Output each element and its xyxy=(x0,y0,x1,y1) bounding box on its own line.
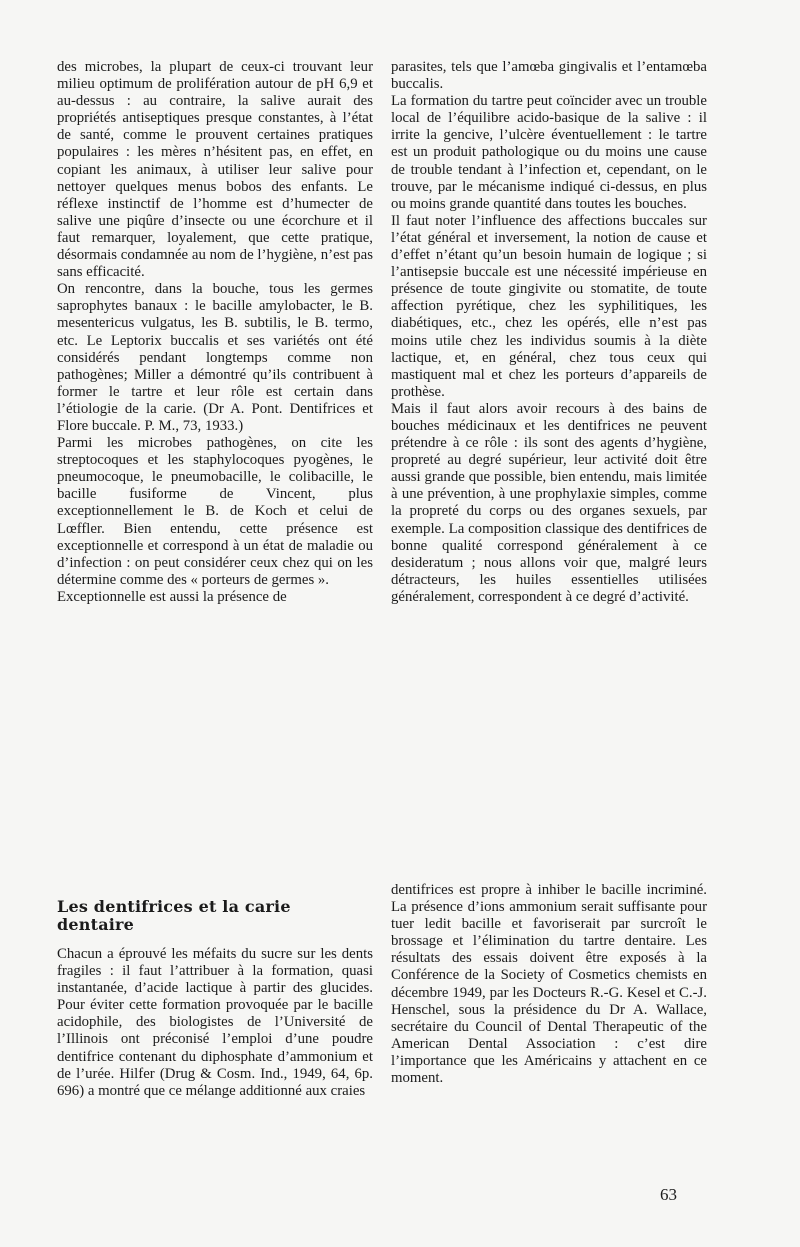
text-column-bottom-right xyxy=(391,882,707,1087)
paragraph: Chacun a éprouvé les méfaits du sucre sur les dents fragiles : il faut l’attribuer à la formation, quasi instantanée, d’acide lactique à partir des glucides. Pour éviter cette formation provoquée par le bacille acidophile, des biologistes de l’Université de l’Illinois ont préconisé l’emploi d’une poudre dentifrice contenant du diphosphate d’ammonium et de l’urée. Hilfer (Drug & Cosm. Ind., 1949, 64, 6p. 696) a montré que ce mélange additionné aux craies xyxy=(57,946,373,1099)
paragraph: Parmi les microbes pathogènes, on cite les streptocoques et les staphylocoques pyogènes, le pneumocoque, le pneumobacille, le colibacille, le bacille fusiforme de Vincent, plus exceptionnellement le B. de Koch et celui de Lœffler. Bien entendu, cette présence est exceptionnelle et correspond à un état de maladie ou d’infection : on peut considérer ceux chez qui on les détermine comme des « porteurs de germes ». xyxy=(57,435,373,588)
paragraph: On rencontre, dans la bouche, tous les germes saprophytes banaux : le bacille amylobacter, le B. mesentericus vulgatus, les B. subtilis, le B. termo, etc. Le Leptorix buccalis et ses variétés ont été considérés pendant longtemps comme non pathogènes; Miller a démontré qu’ils contribuent à former le tartre et leur rôle est certain dans l’étiologie de la carie. (Dr A. Pont. Dentifrices et Flore buccale. P. M., 73, 1933.) xyxy=(57,281,373,434)
text-column-bottom-left xyxy=(57,898,373,1100)
paragraph: dentifrices est propre à inhiber le bacille incriminé. La présence d’ions ammonium serait suffisante pour tuer ledit bacille et favoriserait par surcroît le brossage et l’élimination du tartre dentaire. Les résultats des essais doivent être exposés à la Conférence de la Society of Cosmetics chemists en décembre 1949, par les Docteurs R.-G. Kesel et C.-J. Henschel, sous la présidence du Dr A. Wallace, secrétaire du Council of Dental Therapeutic of the American Dental Association : c’est dire l’importance que les Américains y attachent en ce moment. xyxy=(391,882,707,1087)
page-number: 63 xyxy=(660,1185,677,1204)
paragraph: Exceptionnelle est aussi la présence de xyxy=(57,588,287,605)
paragraph: La formation du tartre peut coïncider avec un trouble local de l’équilibre acido-basique de la salive : il irrite la gencive, l’ulcère éventuellement : le tartre est un produit pathologique ou du moins une cause de trouble tendant à l’infection et, cependant, on le trouve, par le mécanisme indiqué ci-dessus, en plus ou moins grande quantité dans toutes les bouches. xyxy=(391,93,707,212)
paragraph: des microbes, la plupart de ceux-ci trouvant leur milieu optimum de prolifération autour de pH 6,9 et au-dessus : au contraire, la salive aurait des propriétés antiseptiques presque constantes, à l’état de santé, comme le prouvent certaines pratiques populaires : les mères n’hésitent pas, en effet, en copiant les animaux, à utiliser leur salive pour nettoyer quelques menus bobos des enfants. Le réflexe instinctif de l’homme est d’humecter de salive une piqûre d’insecte ou une écorchure et il faut remarquer, loyalement, que cette pratique, désormais condamnée au nom de l’hygiène, n’est pas sans efficacité. xyxy=(57,59,373,281)
section-heading: Les dentifrices et la carie dentaire xyxy=(57,897,291,934)
paragraph: parasites, tels que l’amœba gingivalis et l’entamœba buccalis. xyxy=(391,59,707,93)
text-column-top-left xyxy=(57,59,373,606)
text-column-top-right xyxy=(391,59,707,606)
paragraph: Mais il faut alors avoir recours à des bains de bouches médicinaux et les dentifrices ne peuvent prétendre à ce rôle : ils sont des agents d’hygiène, propreté au degré supérieur, leur activité doit être aussi grande que possible, bien entendu, mais limitée à une prévention, à une prophylaxie simples, comme la propreté du corps ou des organes sexuels, par exemple. La composition classique des dentifrices de bonne qualité correspond généralement à ce desideratum ; nous allons voir que, malgré leurs détracteurs, les huiles essentielles utilisées généralement, correspondent à ce degré d’activité. xyxy=(391,400,707,605)
paragraph: Il faut noter l’influence des affections buccales sur l’état général et inversement, la notion de cause et d’effet n’étant qu’un besoin humain de logique ; si l’antisepsie buccale est une nécessité impérieuse en présence de toute gingivite ou stomatite, de toute affection pyrétique, chez les syphilitiques, les diabétiques, etc., chez les opérés, elle n’est pas moins utile chez les individus soumis à la diète lactique, et, en général, chez tous ceux qui mastiquent mal et chez les porteurs d’appareils de prothèse. xyxy=(391,212,707,400)
